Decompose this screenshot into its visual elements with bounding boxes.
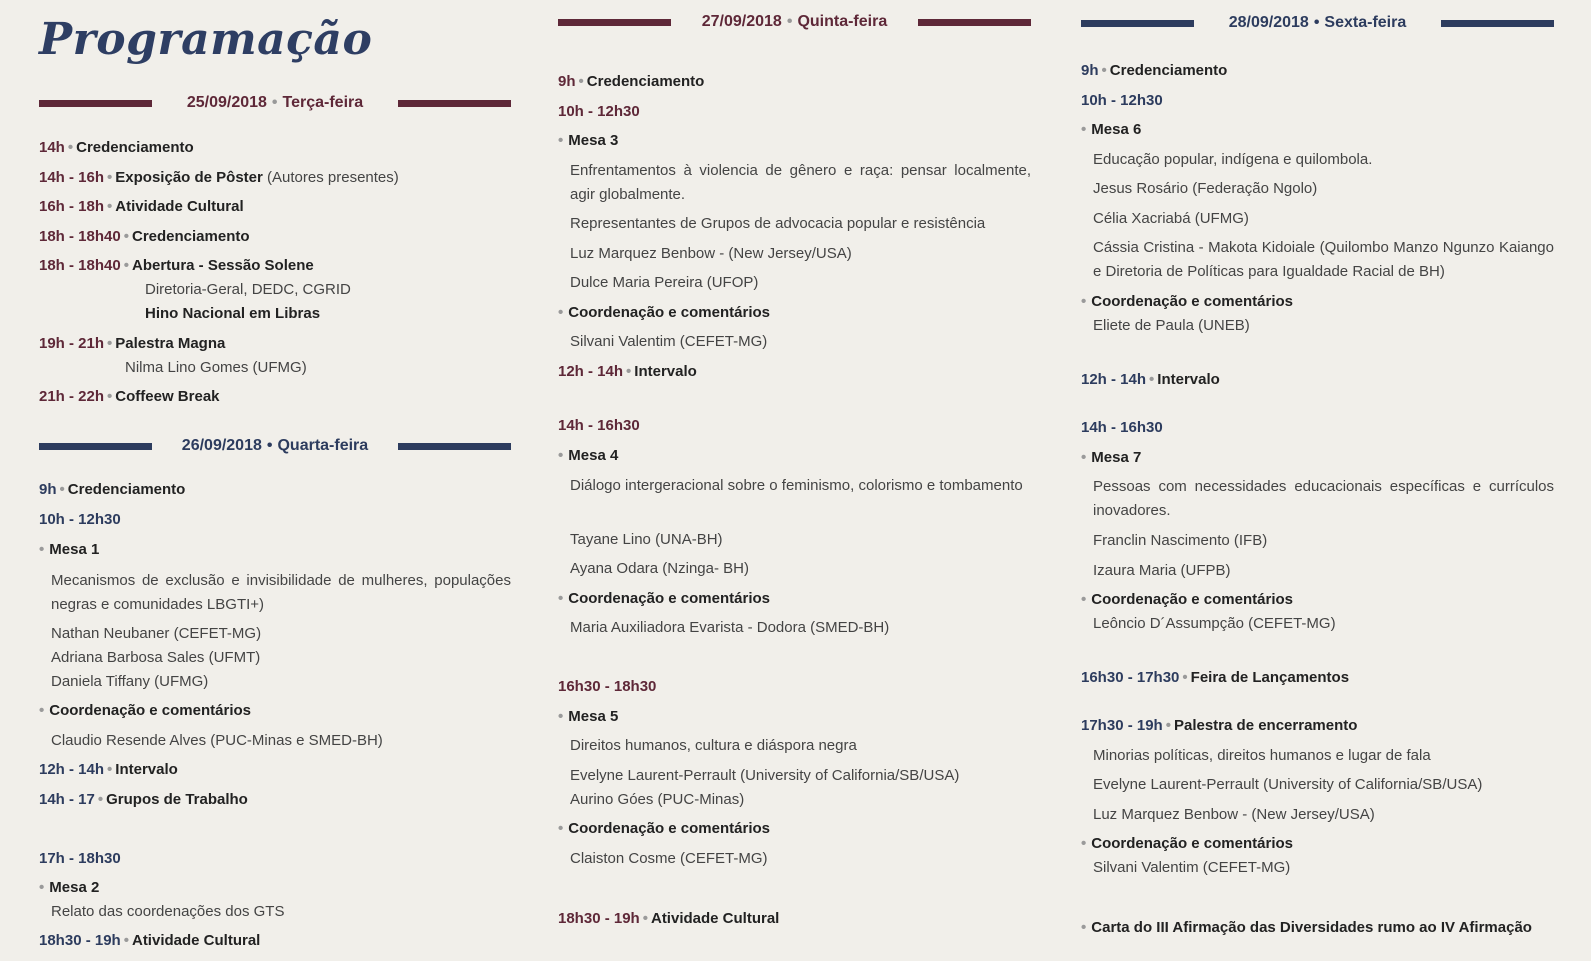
session-heading: • Mesa 6 (1081, 121, 1142, 138)
divider-bar (398, 443, 511, 450)
session-heading: • Coordenação e comentários (1081, 835, 1293, 852)
day-header-25: 25/09/2018 • Terça-feira (39, 93, 511, 113)
session-person: Claudio Resende Alves (PUC-Minas e SMED-BH) (51, 732, 383, 749)
schedule-item: 18h30 - 19h • Atividade Cultural (39, 932, 261, 949)
item-detail: Hino Nacional em Libras (145, 305, 321, 322)
day-weekday: Terça-feira (282, 94, 364, 111)
schedule-item: 9h • Credenciamento (558, 73, 705, 90)
page-title: Programação (39, 14, 373, 65)
session-heading: • Coordenação e comentários (1081, 293, 1293, 310)
session-person: Relato das coordenações dos GTS (51, 903, 285, 920)
schedule-time: 10h - 12h30 (39, 511, 121, 528)
session-person: Daniela Tiffany (UFMG) (51, 673, 209, 690)
schedule-time: 10h - 12h30 (1081, 92, 1163, 109)
session-heading: • Coordenação e comentários (1081, 591, 1293, 608)
schedule-time: 10h - 12h30 (558, 103, 640, 120)
session-person: Aurino Góes (PUC-Minas) (570, 791, 745, 808)
schedule-time: 14h - 16h30 (1081, 419, 1163, 436)
schedule-item: 14h - 16h • Exposição de Pôster (Autores presentes) (39, 169, 399, 186)
day-header-28: 28/09/2018 • Sexta-feira (1081, 13, 1554, 33)
session-description: Enfrentamentos à violencia de gênero e raça: pensar localmente, agir globalmente. (570, 162, 1031, 203)
day-date: 26/09/2018 (181, 437, 262, 454)
session-person: Célia Xacriabá (UFMG) (1093, 210, 1249, 227)
session-heading: • Mesa 2 (39, 879, 100, 896)
schedule-item: 18h - 18h40 • Abertura - Sessão Solene (39, 257, 314, 274)
schedule-item: 12h - 14h • Intervalo (1081, 371, 1220, 388)
schedule-time: 16h30 - 18h30 (558, 678, 657, 695)
session-heading: • Mesa 7 (1081, 449, 1142, 466)
divider-bar (918, 19, 1031, 26)
day-header-27: 27/09/2018 • Quinta-feira (558, 12, 1031, 32)
schedule-item: 12h - 14h • Intervalo (558, 363, 697, 380)
day-date: 28/09/2018 (1228, 14, 1309, 31)
closing-letter: • Carta do III Afirmação das Diversidades rumo ao IV Afirmação (1081, 919, 1532, 936)
schedule-item: 17h30 - 19h • Palestra de encerramento (1081, 717, 1358, 734)
day-weekday: Quinta-feira (797, 13, 888, 30)
session-person: Jesus Rosário (Federação Ngolo) (1093, 180, 1318, 197)
schedule-item: 21h - 22h • Coffeew Break (39, 388, 220, 405)
session-heading: • Mesa 5 (558, 708, 619, 725)
schedule-time: 14h - 16h30 (558, 417, 640, 434)
schedule-item: 9h • Credenciamento (39, 481, 186, 498)
day-date: 27/09/2018 (701, 13, 782, 30)
session-person: Educação popular, indígena e quilombola. (1093, 151, 1373, 168)
session-heading: • Coordenação e comentários (558, 820, 770, 837)
session-person: Silvani Valentim (CEFET-MG) (1093, 859, 1291, 876)
divider-bar (398, 100, 511, 107)
session-heading: • Coordenação e comentários (558, 304, 770, 321)
day-header-26: 26/09/2018 • Quarta-feira (39, 436, 511, 456)
session-person: Cássia Cristina - Makota Kidoiale (Quilombo Manzo Ngunzo Kaiango e Diretoria de Políticas para Igualdade Racial de BH) (1093, 239, 1554, 280)
session-person: Direitos humanos, cultura e diáspora negra (570, 737, 857, 754)
schedule-item: 18h30 - 19h • Atividade Cultural (558, 910, 780, 927)
session-person: Izaura Maria (UFPB) (1093, 562, 1231, 579)
session-person: Ayana Odara (Nzinga- BH) (570, 560, 749, 577)
item-detail: Evelyne Laurent-Perrault (University of California/SB/USA) (1093, 776, 1483, 793)
day-date: 25/09/2018 (186, 94, 267, 111)
session-heading: • Mesa 4 (558, 447, 619, 464)
schedule-item: 16h30 - 17h30 • Feira de Lançamentos (1081, 669, 1350, 686)
session-heading: • Mesa 3 (558, 132, 619, 149)
session-person: Representantes de Grupos de advocacia popular e resistência (570, 215, 986, 232)
session-person: Franclin Nascimento (IFB) (1093, 532, 1268, 549)
session-person: Leôncio D´Assumpção (CEFET-MG) (1093, 615, 1336, 632)
session-person: Silvani Valentim (CEFET-MG) (570, 333, 768, 350)
divider-bar (1441, 20, 1554, 27)
schedule-item: 9h • Credenciamento (1081, 62, 1228, 79)
session-person: Claiston Cosme (CEFET-MG) (570, 850, 768, 867)
schedule-item: 14h • Credenciamento (39, 139, 194, 156)
session-person: Tayane Lino (UNA-BH) (570, 531, 723, 548)
schedule-item: 19h - 21h • Palestra Magna (39, 335, 226, 352)
session-heading: • Coordenação e comentários (39, 702, 251, 719)
session-person: Maria Auxiliadora Evarista - Dodora (SMED-BH) (570, 619, 890, 636)
schedule-item: 16h - 18h • Atividade Cultural (39, 198, 244, 215)
session-person: Eliete de Paula (UNEB) (1093, 317, 1250, 334)
session-person: Adriana Barbosa Sales (UFMT) (51, 649, 261, 666)
schedule-time: 17h - 18h30 (39, 850, 121, 867)
item-detail: Luz Marquez Benbow - (New Jersey/USA) (1093, 806, 1375, 823)
item-detail: Diretoria-Geral, DEDC, CGRID (145, 281, 351, 298)
session-person: Luz Marquez Benbow - (New Jersey/USA) (570, 245, 852, 262)
session-heading: • Coordenação e comentários (558, 590, 770, 607)
day-weekday: Quarta-feira (277, 437, 369, 454)
session-person: Nathan Neubaner (CEFET-MG) (51, 625, 262, 642)
session-person: Evelyne Laurent-Perrault (University of California/SB/USA) (570, 767, 960, 784)
item-detail: Minorias políticas, direitos humanos e lugar de fala (1093, 747, 1431, 764)
schedule-item: 18h - 18h40 • Credenciamento (39, 228, 250, 245)
day-weekday: Sexta-feira (1324, 14, 1407, 31)
session-description: Diálogo intergeracional sobre o feminismo, colorismo e tombamento (570, 477, 1023, 494)
schedule-item: 12h - 14h • Intervalo (39, 761, 178, 778)
session-person: Dulce Maria Pereira (UFOP) (570, 274, 759, 291)
schedule-item: 14h - 17 • Grupos de Trabalho (39, 791, 248, 808)
session-description: Pessoas com necessidades educacionais específicas e currículos inovadores. (1093, 478, 1554, 519)
item-detail: Nilma Lino Gomes (UFMG) (125, 359, 307, 376)
session-heading: • Mesa 1 (39, 541, 100, 558)
session-description: Mecanismos de exclusão e invisibilidade de mulheres, populações negras e comunidades LBGTI+) (51, 572, 511, 613)
